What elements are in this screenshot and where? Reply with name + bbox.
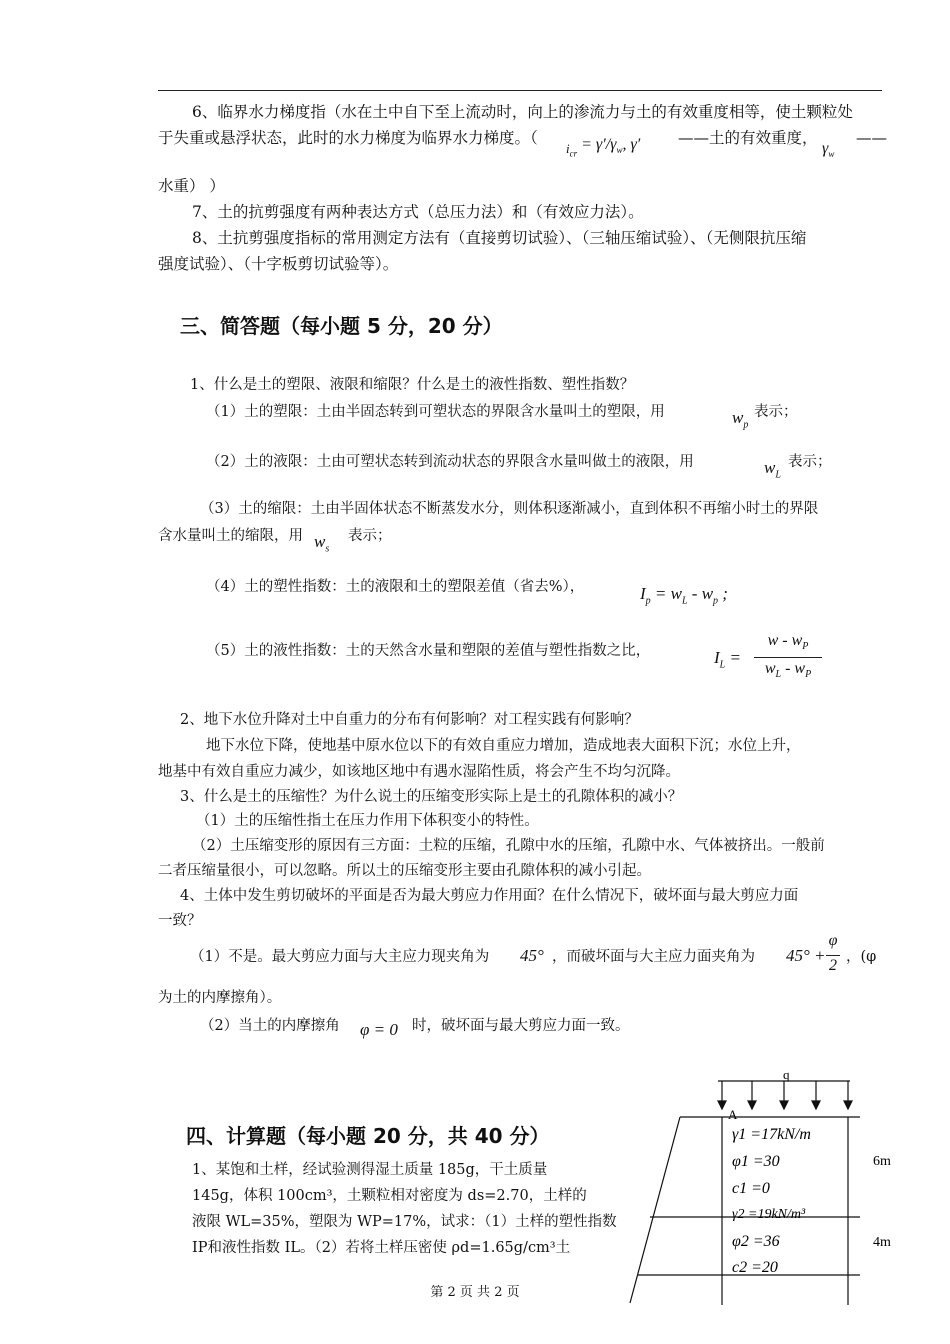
answer-4-2-text-b: 时，破坏面与最大剪应力面一致。 <box>412 1018 630 1034</box>
item-6-effective-weight: ——土的有效重度， <box>678 129 818 147</box>
calc-1-line-2: 145g，体积 100cm³，土颗粒相对密度为 ds=2.70，土样的 <box>192 1188 587 1204</box>
item-6-line-3: 水重） ） <box>158 177 225 195</box>
phi-numerator: φ <box>828 932 838 949</box>
point-a-label: A <box>728 1107 738 1122</box>
c2-label: c2 =20 <box>732 1259 778 1276</box>
answer-1-3-end: 表示； <box>348 528 392 544</box>
section-4-title: 四、计算题（每小题 20 分，共 40 分） <box>186 1124 550 1148</box>
item-6-text-a: 于失重或悬浮状态，此时的水力梯度为临界水力梯度。（ <box>158 129 538 147</box>
answer-2-line-1: 地下水位下降，使地基中原水位以下的有效自重应力增加，造成地表大面积下沉；水位上升， <box>206 738 801 754</box>
answer-1-2: （2）土的液限：土由可塑状态转到流动状态的界限含水量叫做土的液限，用 <box>206 454 694 470</box>
question-4-line-1: 4、土体中发生剪切破坏的平面是否为最大剪应力作用面？在什么情况下，破坏面与最大剪应力面 <box>180 888 799 904</box>
critical-gradient-formula: $_{i_{cr}} = \gamma'/\gamma_w$, γ′ <box>566 136 641 159</box>
phi-zero-formula: φ = 0 <box>360 1020 398 1039</box>
calc-1-line-4: IP和液性指数 IL。（2）若将土样压密使 ρd=1.65g/cm³土 <box>192 1240 571 1256</box>
phi1-label: φ1 =30 <box>732 1153 780 1170</box>
answer-4-2-text-a: （2）当土的内摩擦角 <box>200 1018 340 1034</box>
gamma-w-symbol: $\gamma_w$ <box>822 140 835 160</box>
item-8-line-2: 强度试验）、（十字板剪切试验等）。 <box>158 255 399 273</box>
header-rule <box>158 90 882 91</box>
item-7: 7、土的抗剪强度有两种表达方式（总压力法）和（有效应力法）。 <box>192 203 644 221</box>
answer-4-1-text-c: ，(φ <box>846 949 877 965</box>
question-2: 2、地下水位升降对土中自重力的分布有何影响？对工程实践有何影响？ <box>180 712 639 728</box>
answer-3-2-line-1: （2）土压缩变形的原因有三方面：土粒的压缩，孔隙中水的压缩，孔隙中水、气体被挤出。一般前 <box>192 838 825 854</box>
answer-3-2-line-2: 二者压缩量很小，可以忽略。所以土的压缩变形主要由孔隙体积的减小引起。 <box>158 863 651 879</box>
ws-symbol: $w_s$ <box>314 532 330 555</box>
gamma1-label: γ1 =17kN/m <box>732 1126 811 1143</box>
answer-1-1: （1）土的塑限：土由半固态转到可塑状态的界限含水量叫土的塑限，用 <box>206 404 665 420</box>
liquidity-index-lhs: $I_L$ = <box>714 648 741 671</box>
liquidity-index-numerator: w - $w_P$ <box>767 632 809 653</box>
height-1-label: 6m <box>873 1154 891 1169</box>
item-8-line-1: 8、土抗剪强度指标的常用测定方法有（直接剪切试验）、（三轴压缩试验）、（无侧限抗压缩 <box>192 229 807 247</box>
wp-symbol: $w_p$ <box>732 408 749 431</box>
page-footer: 第 2 页 共 2 页 <box>430 1285 520 1300</box>
wl-symbol: $w_L$ <box>764 458 781 481</box>
answer-4-1-line-2: 为土的内摩擦角）。 <box>158 990 282 1006</box>
gamma2-label: γ2 =19kN/m³ <box>732 1207 806 1222</box>
answer-1-3-line-2: 含水量叫土的缩限，用 <box>158 528 303 544</box>
calc-1-line-3: 液限 WL=35%，塑限为 WP=17%，试求：（1）土样的塑性指数 <box>192 1214 617 1230</box>
item-6-line-2 <box>158 125 538 151</box>
phi-denominator: 2 <box>829 957 837 974</box>
answer-2-line-2: 地基中有效自重应力减少，如该地区地中有遇水湿陷性质，将会产生不均匀沉降。 <box>158 764 680 780</box>
answer-4-1-text-a: （1）不是。最大剪应力面与大主应力现夹角为 <box>190 949 490 965</box>
answer-1-1-end: 表示； <box>754 404 798 420</box>
question-3: 3、什么是土的压缩性？为什么说土的压缩变形实际上是土的孔隙体积的减小？ <box>180 789 683 805</box>
section-3-title: 三、简答题（每小题 5 分，20 分） <box>180 314 503 338</box>
fraction-bar-2 <box>826 955 840 956</box>
liquidity-index-denominator: $w_L - w_P$ <box>764 660 812 681</box>
fraction-bar <box>754 657 822 658</box>
plasticity-index-formula: $I_p = w_L - w_p$ ; <box>640 584 728 607</box>
retaining-wall-figure <box>620 1065 920 1305</box>
angle-45: 45° <box>520 946 544 965</box>
answer-3-1: （1）土的压缩性指土在压力作用下体积变小的特性。 <box>196 813 539 829</box>
c1-label: c1 =0 <box>732 1180 770 1197</box>
answer-1-3-line-1: （3）土的缩限：土由半固体状态不断蒸发水分，则体积逐渐减小，直到体积不再缩小时土的界限 <box>200 501 819 517</box>
answer-1-4: （4）土的塑性指数：土的液限和土的塑限差值（省去%）， <box>206 579 585 595</box>
calc-1-line-1: 1、某饱和土样，经试验测得湿土质量 185g，干土质量 <box>192 1162 548 1178</box>
answer-4-1-text-b: ，而破坏面与大主应力面夹角为 <box>552 949 755 965</box>
answer-1-2-end: 表示； <box>788 454 832 470</box>
phi2-label: φ2 =36 <box>732 1233 780 1250</box>
load-label: q <box>783 1067 790 1082</box>
answer-1-5: （5）土的液性指数：土的天然含水量和塑限的差值与塑性指数之比， <box>206 643 651 659</box>
question-1: 1、什么是土的塑限、液限和缩限？什么是土的液性指数、塑性指数？ <box>190 377 635 393</box>
height-2-label: 4m <box>873 1235 891 1250</box>
question-4-line-2: 一致？ <box>158 913 202 929</box>
item-6-line-1: 6、临界水力梯度指（水在土中自下至上流动时，向上的渗流力与土的有效重度相等，使土颗粒处 <box>192 103 853 121</box>
failure-angle-formula: 45° + <box>786 946 826 965</box>
item-6-dash: —— <box>856 129 887 147</box>
